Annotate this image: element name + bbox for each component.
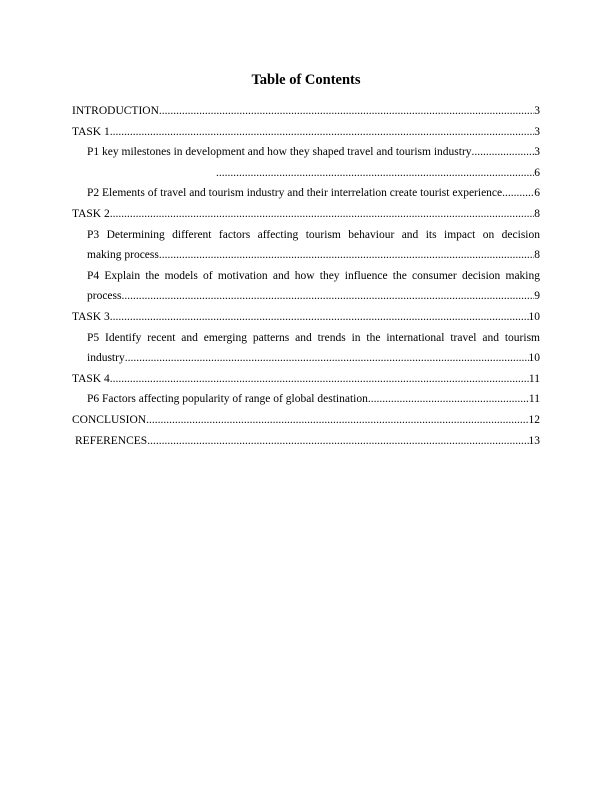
toc-entry-p5-line2[interactable] — [72, 348, 540, 369]
toc-entry-task-3[interactable] — [72, 307, 540, 328]
toc-entry-p1-continuation[interactable] — [72, 163, 540, 184]
toc-entry-p1[interactable] — [72, 142, 540, 163]
toc-page-number: 8 — [534, 207, 540, 220]
toc-page-number: 8 — [534, 249, 540, 262]
toc-leader-dots — [147, 431, 528, 452]
toc-entry-p6[interactable] — [72, 389, 540, 410]
toc-page-number: 6 — [534, 166, 540, 179]
toc-entry-label: P1 key milestones in development and how they shaped travel and tourism industry — [87, 146, 472, 159]
toc-page-number: 10 — [528, 310, 540, 323]
toc-entry-p4-line2[interactable] — [72, 286, 540, 307]
toc-page-number: 11 — [528, 393, 540, 406]
toc-leader-dots — [159, 245, 534, 266]
toc-leader-dots — [110, 307, 529, 328]
toc-entry-label: TASK 4 — [72, 372, 110, 385]
toc-entry-label: making process — [87, 249, 159, 262]
toc-leader-dots — [125, 348, 529, 369]
toc-entry-p3-line1[interactable]: P3 Determining different factors affecting tourism behaviour and its impact on decision — [87, 228, 540, 241]
toc-entry-conclusion[interactable] — [72, 410, 540, 431]
toc-page-number: 10 — [528, 352, 540, 365]
toc-entry-label: CONCLUSION — [72, 413, 147, 426]
toc-entry-label: process — [87, 290, 122, 303]
toc-entry-label: TASK 3 — [72, 310, 110, 323]
toc-leader-dots — [122, 286, 535, 307]
toc-entry-label: REFERENCES — [75, 434, 148, 447]
toc-entry-p4-line1[interactable]: P4 Explain the models of motivation and how they influence the consumer decision making — [87, 269, 540, 282]
toc-entry-label: INTRODUCTION — [72, 105, 159, 117]
toc-entry-task-4[interactable] — [72, 369, 540, 390]
table-of-contents — [72, 101, 540, 451]
toc-entry-p2[interactable] — [72, 183, 540, 204]
toc-page-number: 13 — [528, 434, 540, 447]
toc-leader-dots — [472, 142, 535, 163]
toc-leader-dots — [146, 410, 528, 431]
toc-entry-p5-line1[interactable]: P5 Identify recent and emerging patterns and trends in the international travel and tourism — [87, 331, 540, 344]
toc-leader-dots — [110, 369, 529, 390]
toc-entry-label: P6 Factors affecting popularity of range of global destination — [87, 393, 368, 406]
toc-entry-introduction[interactable] — [72, 101, 540, 122]
toc-leader-dots — [159, 101, 534, 122]
toc-entry-task-1[interactable] — [72, 122, 540, 143]
toc-page-number: 3 — [534, 125, 540, 138]
toc-leader-dots — [110, 122, 535, 143]
toc-page-number: 9 — [534, 290, 540, 303]
toc-entry-label: TASK 2 — [72, 207, 110, 220]
page-title: Table of Contents — [251, 72, 361, 88]
toc-entry-references[interactable] — [72, 431, 540, 452]
toc-entry-p3-line2[interactable] — [72, 245, 540, 266]
toc-entry-task-2[interactable] — [72, 204, 540, 225]
toc-entry-label: industry — [87, 352, 125, 365]
toc-entry-label: P2 Elements of travel and tourism industry and their interrelation create tourist experience — [87, 187, 503, 200]
toc-leader-dots — [216, 163, 534, 184]
toc-leader-dots — [110, 204, 535, 225]
toc-page-number: 11 — [528, 372, 540, 385]
toc-leader-dots — [502, 183, 534, 204]
toc-page-number: 3 — [534, 105, 540, 117]
toc-page-number: 3 — [534, 146, 540, 159]
toc-leader-dots — [368, 389, 529, 410]
toc-page-number: 12 — [528, 413, 540, 426]
toc-entry-label: TASK 1 — [72, 125, 110, 138]
toc-page-number: 6 — [534, 187, 540, 200]
